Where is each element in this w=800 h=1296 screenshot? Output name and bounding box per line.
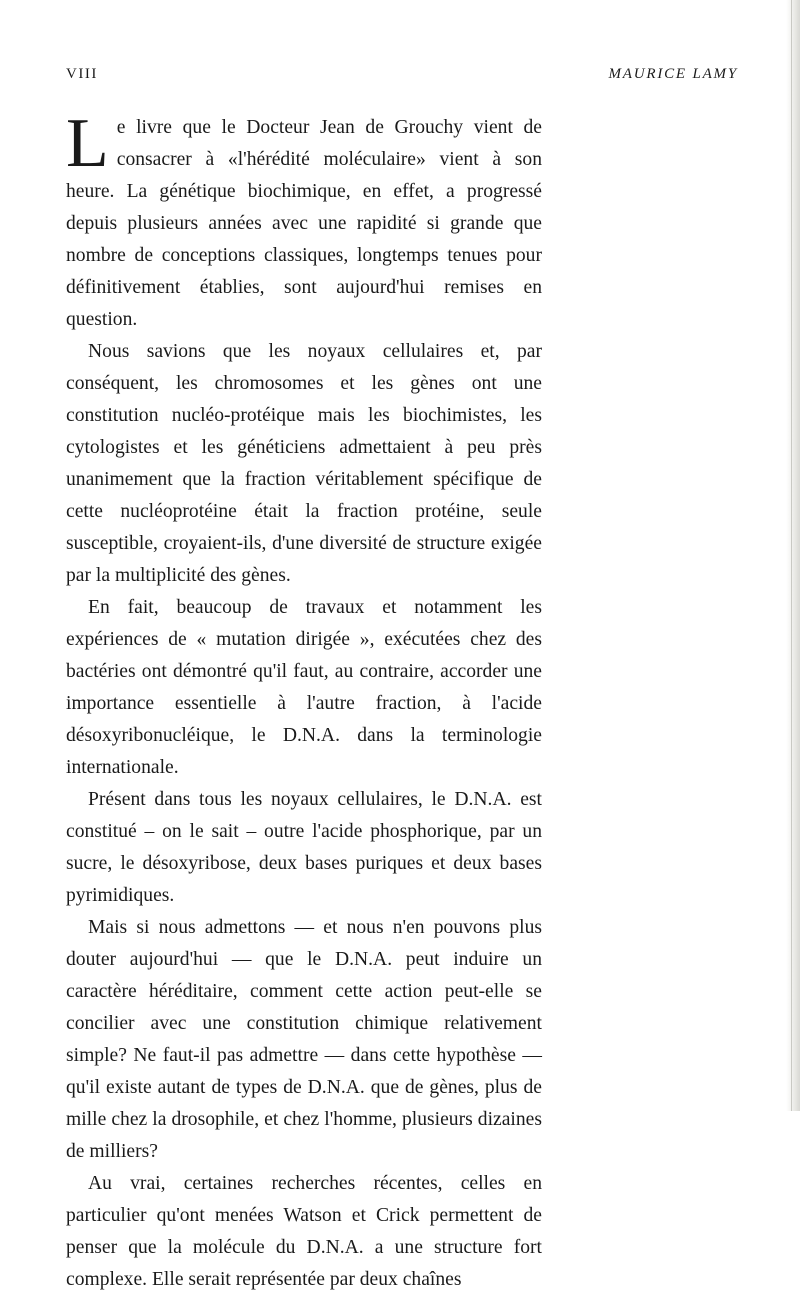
body-text [66, 105, 542, 1296]
paragraph-6: Au vrai, certaines recherches récentes, celles en particulier qu'ont menées Watson et Crick permettent de penser que la molécule du D.N.A. a une structure fort complexe. Elle serait représentée par deux chaînes [66, 1173, 542, 1290]
paragraph-1 [66, 105, 542, 336]
page-binding-edge [786, 0, 800, 1111]
page-number: VIII [66, 66, 98, 82]
running-head: MAURICE LAMY [608, 66, 738, 82]
paragraph-4: Présent dans tous les noyaux cellulaires, le D.N.A. est constitué – on le sait – outre l'acide phosphorique, par un sucre, le désoxyribose, deux bases puriques et deux bases pyrimidiques. [66, 789, 542, 906]
paragraph-5: Mais si nous admettons — et nous n'en pouvons plus douter aujourd'hui — que le D.N.A. peut induire un caractère héréditaire, comment cette action peut-elle se concilier avec une constitution chimique relativement simple? Ne faut-il pas admettre — dans cette hypothèse — qu'il existe autant de types de D.N.A. que de gènes, plus de mille chez la drosophile, et chez l'homme, plusieurs dizaines de milliers? [66, 917, 542, 1162]
paragraph-1-text: e livre que le Docteur Jean de Grouchy vient de consacrer à «l'hérédité moléculaire» vient à son heure. La génétique biochimique, en effet, a progressé depuis plusieurs années avec une rapidité si grande que nombre de conceptions classiques, longtemps tenues pour définitivement établies, sont aujourd'hui remises en question. [66, 117, 542, 330]
drop-cap: L [66, 105, 109, 182]
page-binding-line [791, 0, 792, 1111]
paragraph-2: Nous savions que les noyaux cellulaires et, par conséquent, les chromosomes et les gènes ont une constitution nucléo-protéique mais les biochimistes, les cytologistes et les généticiens admettaient à peu près unanimement que la fraction véritablement spécifique de cette nucléoprotéine était la fraction protéine, seule susceptible, croyaient-ils, d'une diversité de structure exigée par la multiplicité des gènes. [66, 341, 542, 586]
page-header [66, 66, 738, 86]
paragraph-3: En fait, beaucoup de travaux et notamment les expériences de « mutation dirigée », exécutées chez des bactéries ont démontré qu'il faut, au contraire, accorder une importance essentielle à l'autre fraction, à l'acide désoxyribonucléique, le D.N.A. dans la terminologie internationale. [66, 597, 542, 778]
